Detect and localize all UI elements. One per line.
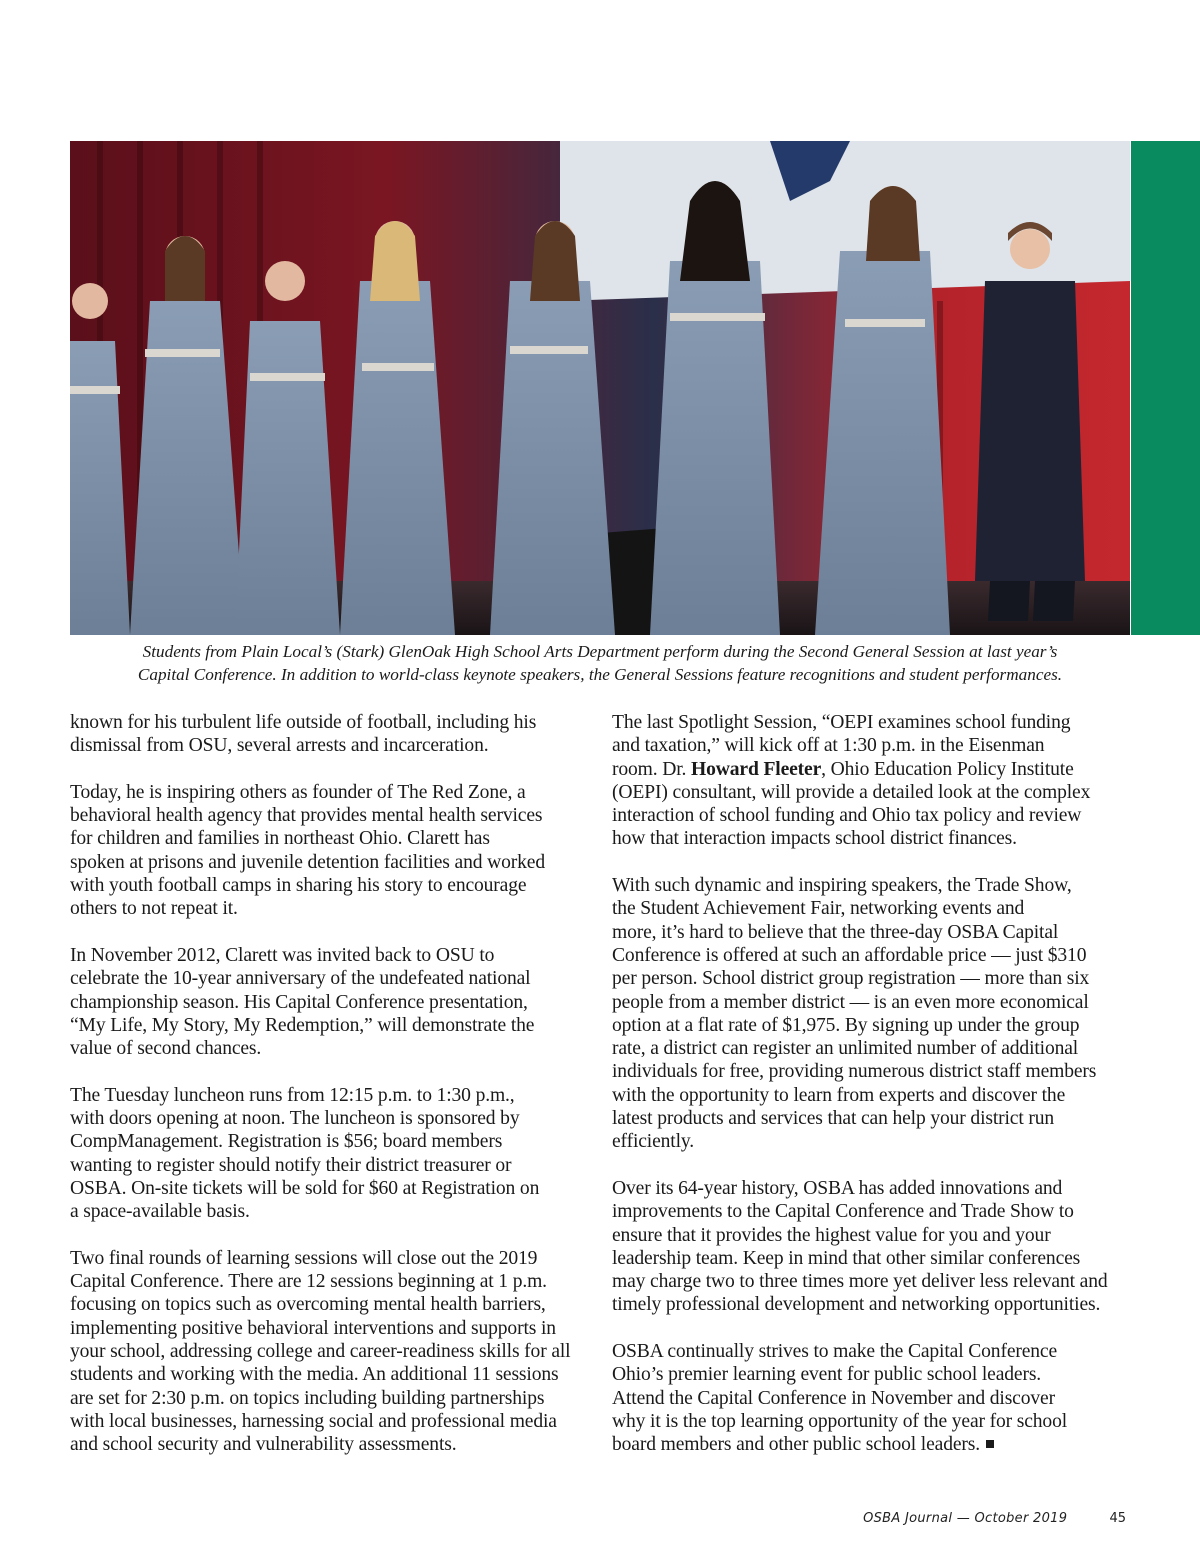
text-line: and school security and vulnerability assessments. xyxy=(70,1434,457,1456)
left-column xyxy=(70,711,573,1480)
paragraph xyxy=(612,711,1132,851)
text-line: efficiently. xyxy=(612,1131,694,1153)
text-line: The Tuesday luncheon runs from 12:15 p.m. to 1:30 p.m., xyxy=(70,1084,515,1106)
text-line: “My Life, My Story, My Redemption,” will demonstrate the xyxy=(70,1014,535,1036)
paragraph xyxy=(612,874,1132,1154)
text-line: with local businesses, harnessing social and professional media xyxy=(70,1410,557,1432)
text-line: Capital Conference. There are 12 sessions beginning at 1 p.m. xyxy=(70,1271,547,1293)
text-line: CompManagement. Registration is $56; board members xyxy=(70,1131,503,1153)
text-line: a space-available basis. xyxy=(70,1201,250,1223)
text-line: Over its 64-year history, OSBA has added innovations and xyxy=(612,1177,1063,1199)
text-fragment: board members and other public school leaders. xyxy=(612,1434,980,1456)
text-line: implementing positive behavioral interventions and supports in xyxy=(70,1317,556,1339)
text-line: more, it’s hard to believe that the three-day OSBA Capital xyxy=(612,921,1059,943)
paragraph xyxy=(70,1084,573,1224)
photo-caption xyxy=(70,640,1130,686)
page-footer xyxy=(863,1511,1126,1526)
text-line: the Student Achievement Fair, networking events and xyxy=(612,898,1025,920)
journal-name: OSBA Journal — October 2019 xyxy=(863,1511,1068,1526)
page-number: 45 xyxy=(1109,1511,1126,1526)
text-line: improvements to the Capital Conference and Trade Show to xyxy=(612,1201,1074,1223)
text-line: behavioral health agency that provides mental health services xyxy=(70,805,543,827)
end-of-article-mark xyxy=(986,1440,994,1448)
paragraph xyxy=(612,1340,1132,1456)
text-line: Conference is offered at such an affordable price — just $310 xyxy=(612,944,1087,966)
caption-line-2: Capital Conference. In addition to world-class keynote speakers, the General Sessions feature recognitions and student performances. xyxy=(137,665,1063,684)
text-line: rate, a district can register an unlimited number of additional xyxy=(612,1038,1079,1060)
text-line: dismissal from OSU, several arrests and incarceration. xyxy=(70,735,489,757)
text-line: individuals for free, providing numerous district staff members xyxy=(612,1061,1097,1083)
speaker-name: Howard Fleeter xyxy=(691,758,822,780)
text-line: wanting to register should notify their district treasurer or xyxy=(70,1154,512,1176)
text-line: with youth football camps in sharing his story to encourage xyxy=(70,875,527,897)
text-line: OSBA continually strives to make the Capital Conference xyxy=(612,1341,1058,1363)
text-line: celebrate the 10-year anniversary of the undefeated national xyxy=(70,968,531,990)
text-line: for children and families in northeast Ohio. Clarett has xyxy=(70,828,490,850)
text-line: OSBA. On-site tickets will be sold for $60 at Registration on xyxy=(70,1177,540,1199)
text-line: how that interaction impacts school district finances. xyxy=(612,828,1017,850)
text-line: per person. School district group registration — more than six xyxy=(612,968,1090,990)
text-line: with the opportunity to learn from experts and discover the xyxy=(612,1084,1066,1106)
paragraph xyxy=(70,1247,573,1457)
text-line: may charge two to three times more yet deliver less relevant and xyxy=(612,1271,1108,1293)
text-fragment: room. Dr. xyxy=(612,758,692,780)
text-line: ensure that it provides the highest value for you and your xyxy=(612,1224,1051,1246)
text-line xyxy=(612,1433,1132,1456)
performance-photo xyxy=(70,141,1130,635)
text-line: interaction of school funding and Ohio tax policy and review xyxy=(612,805,1082,827)
right-column xyxy=(612,711,1132,1480)
text-line: leadership team. Keep in mind that other similar conferences xyxy=(612,1247,1081,1269)
text-line: Two final rounds of learning sessions will close out the 2019 xyxy=(70,1247,538,1269)
paragraph xyxy=(70,711,573,758)
text-line: focusing on topics such as overcoming mental health barriers, xyxy=(70,1294,546,1316)
text-line: In November 2012, Clarett was invited back to OSU to xyxy=(70,944,495,966)
text-line: Attend the Capital Conference in November and discover xyxy=(612,1387,1055,1409)
text-line: The last Spotlight Session, “OEPI examines school funding xyxy=(612,712,1071,733)
text-line: Today, he is inspiring others as founder of The Red Zone, a xyxy=(70,781,526,803)
text-line: spoken at prisons and juvenile detention facilities and worked xyxy=(70,851,545,873)
paragraph xyxy=(70,944,573,1060)
text-line: known for his turbulent life outside of football, including his xyxy=(70,712,537,733)
text-line: value of second chances. xyxy=(70,1038,262,1060)
green-side-tab xyxy=(1131,141,1200,635)
text-line: others to not repeat it. xyxy=(70,898,238,920)
text-line: option at a flat rate of $1,975. By signing up under the group xyxy=(612,1014,1080,1036)
text-line: With such dynamic and inspiring speakers, the Trade Show, xyxy=(612,875,1072,897)
paragraph xyxy=(70,781,573,921)
text-line: are set for 2:30 p.m. on topics including building partnerships xyxy=(70,1387,545,1409)
photo-illustration xyxy=(70,141,1130,635)
text-line: latest products and services that can help your district run xyxy=(612,1108,1055,1130)
text-fragment: , Ohio Education Policy Institute xyxy=(821,758,1074,780)
text-line: and taxation,” will kick off at 1:30 p.m. in the Eisenman xyxy=(612,735,1045,757)
text-line: students and working with the media. An additional 11 sessions xyxy=(70,1364,559,1386)
text-line: with doors opening at noon. The luncheon is sponsored by xyxy=(70,1108,520,1130)
text-line: championship season. His Capital Conference presentation, xyxy=(70,991,528,1013)
text-line: (OEPI) consultant, will provide a detailed look at the complex xyxy=(612,781,1091,803)
text-line xyxy=(612,758,1132,781)
text-line: timely professional development and networking opportunities. xyxy=(612,1294,1101,1316)
text-line: your school, addressing college and career-readiness skills for all xyxy=(70,1341,571,1363)
text-line: Ohio’s premier learning event for public school leaders. xyxy=(612,1364,1042,1386)
text-line: why it is the top learning opportunity of the year for school xyxy=(612,1410,1068,1432)
text-line: people from a member district — is an even more economical xyxy=(612,991,1089,1013)
caption-line-1: Students from Plain Local’s (Stark) GlenOak High School Arts Department perform during the Second General Session at last year’s xyxy=(142,642,1058,661)
paragraph xyxy=(612,1177,1132,1317)
